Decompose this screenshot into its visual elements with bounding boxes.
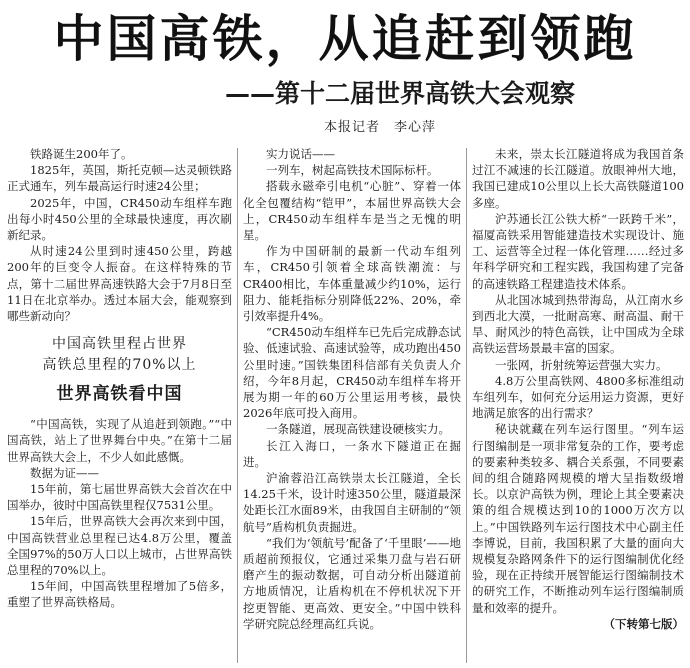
paragraph: “CR450动车组样车已先后完成静态试验、低速试验、高速试验等，成功跑出450公里时速。”国铁集团科信部有关负责人介绍，今年8月起，CR450动车组样车将开展为期一年的60万公里运用考核，最快2026年底可投入商用。 [243,325,461,421]
subheading-line: 高铁总里程的70%以上 [42,357,197,374]
column-divider [466,148,467,663]
paragraph: 一列车，树起高铁技术国际标杆。 [266,163,439,178]
paragraph: 铁路诞生200年了。 [30,147,133,161]
paragraph: 15年间，中国高铁里程增加了5倍多，重塑了世界高铁格局。 [7,579,232,610]
column-divider [237,148,238,663]
column-3 [472,146,684,666]
paragraph: “中国高铁，实现了从追赶到领跑。”“中国高铁，站上了世界舞台中央。”在第十二届世界高铁大会上，不少人如此感慨。 [7,417,232,464]
paragraph: 从北国冰城到热带海岛，从江南水乡到西北大漠，一批耐高寒、耐高温、耐干旱、耐风沙的特色高铁，让中国成为全球高铁运营场景最丰富的国家。 [472,292,684,356]
subheading-line: 中国高铁里程占世界 [52,336,187,353]
column-1 [7,146,232,666]
paragraph: 未来，崇太长江隧道将成为我国首条过江不减速的长江隧道。放眼神州大地，我国已建成10公里以上长大高铁隧道100多座。 [472,147,684,210]
paragraph: 实力说话—— [266,147,335,161]
headline: 中国高铁，从追赶到领跑 [53,10,637,68]
paragraph: 一条隧道，展现高铁建设硬核实力。 [266,422,450,437]
paragraph: 2025年，中国，CR450动车组样车跑出每小时450公里的全球最快速度，再次刷新纪录。 [7,195,232,243]
paragraph: 一张网，折射统筹运营强大实力。 [495,357,668,372]
byline: 本报记者 李心萍 [323,120,436,135]
section-title: 世界高铁看中国 [56,384,183,405]
paragraph: “我们为‘领航号’配备了‘千里眼’——地质超前预报仪，它通过采集刀盘与岩石研磨产生的振动数据，可自动分析出隧道前方地质情况，让盾构机在不停机状况下开挖更智能、更高效、更安全。”中国中铁科学研究院总经理高红兵说。 [243,535,461,631]
paragraph: 作为中国研制的最新一代动车组列车，CR450引领着全球高铁潮流：与CR400相比，车体重量减少约10%，运行阻力、能耗指标分别降低22%、20%，牵引效率提升4%。 [243,244,461,324]
subheading-box [7,334,232,408]
paragraph: 15年前，第七届世界高铁大会首次在中国举办，彼时中国高铁里程仅7531公里。 [7,482,232,513]
paragraph: 数据为证—— [30,465,99,480]
paragraph: 秘诀就藏在列车运行图里。“列车运行图编制是一项非常复杂的工作，要考虑的要素种类较多、耦合关系强，不同要素间的组合随路网规模的增大呈指数级增长。以京沪高铁为例，理论上其全要素决策的组合规模达到10的1000万次方以上。”中国铁路列车运行图技术中心副主任李博说，目前，我国积累了大量的面向大规模复杂路网条件下的运行图编制优化经验，现在正持续开展智能运行图编制技术的研究工作，不断推动列车运行图编制质量和效率的提升。 [472,422,684,615]
continued-notice: （下转第七版） [603,616,684,631]
paragraph: 4.8万公里高铁网、4800多标准组动车组列车，如何充分运用运力资源，更好地满足旅客的出行需求？ [472,373,684,421]
paragraph: 1825年，英国，斯托克顿—达灵顿铁路正式通车，列车最高运行时速24公里； [7,163,232,194]
column-2 [243,146,461,666]
paragraph: 从时速24公里到时速450公里，跨越200年的巨变令人振奋。在这样特殊的节点，第十二届世界高速铁路大会于7月8日至11日在北京举办。透过本届大会，能观察到哪些新动向？ [7,244,232,324]
paragraph: 搭载永磁牵引电机“心脏”、穿着一体化全包覆结构“铠甲”，本届世界高铁大会上，CR450动车组样车是当之无愧的明星。 [243,179,461,243]
paragraph: 15年后，世界高铁大会再次来到中国，中国高铁营业总里程已达4.8万公里，覆盖全国97%的50万人口以上城市，占世界高铁总里程的70%以上。 [7,514,232,578]
paragraph: 沪渝蓉沿江高铁崇太长江隧道，全长14.25千米，设计时速350公里，隧道最深处距长江水面89米，由我国自主研制的“领航号”盾构机负责掘进。 [243,471,461,534]
paragraph: 长江入海口，一条水下隧道正在掘进。 [243,438,461,469]
paragraph: 沪苏通长江公铁大桥“一跃跨千米”，福厦高铁采用智能建造技术实现设计、施工、运营等全过程一体化管理……经过多年科学研究和工程实践，我国构建了完备的高速铁路工程建造技术体系。 [472,211,684,291]
subheadline: ——第十二届世界高铁大会观察 [224,79,575,108]
